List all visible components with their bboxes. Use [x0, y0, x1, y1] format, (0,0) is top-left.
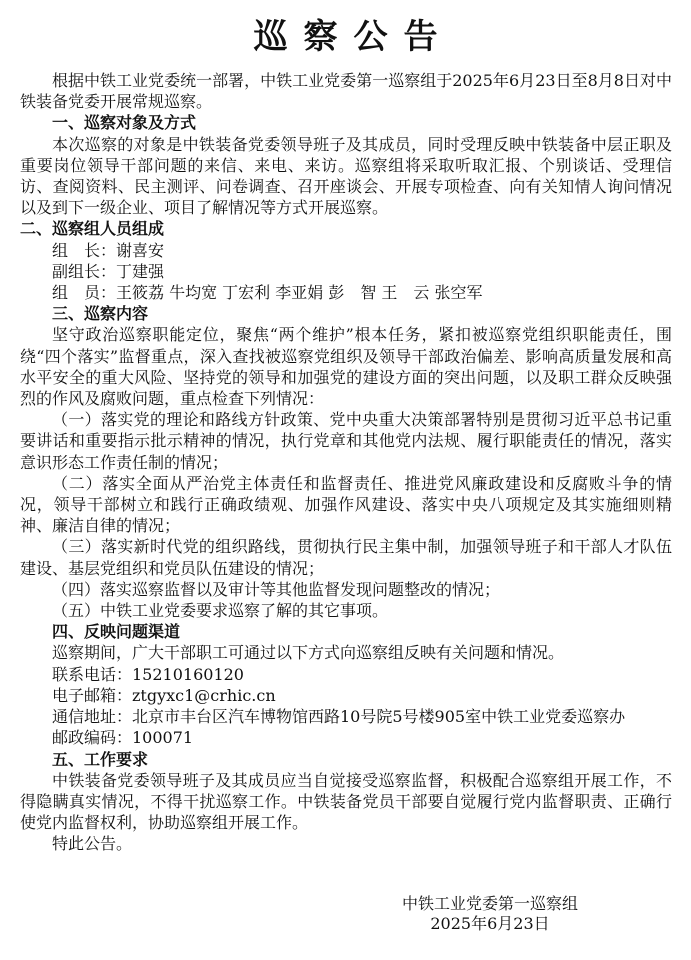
team-leader: 组 长：谢喜安 [52, 240, 165, 260]
signature-org: 中铁工业党委第一巡察组 [401, 894, 578, 913]
section5-heading: 五、工作要求 [52, 749, 149, 769]
signature-date: 2025年6月23日 [430, 914, 550, 933]
notice-body [20, 70, 672, 855]
section1-heading: 一、巡察对象及方式 [52, 113, 197, 133]
section3-item: （一）落实党的理论和路线方针政策、党中央重大决策部署特别是贯彻习近平总书记重要讲话和重要指示批示精神的情况，执行党章和其他党内法规、履行职能责任的情况，落实意识形态工作责任制的情况； [20, 410, 672, 472]
team-deputy: 副组长：丁建强 [52, 261, 165, 281]
section3-paragraph: 坚守政治巡察职能定位，聚焦“两个维护”根本任务，紧扣被巡察党组织职能责任，围绕“四个落实”监督重点，深入查找被巡察党组织及领导干部政治偏差、影响高质量发展和高水平安全的重大风险、坚持党的领导和加强党的建设方面的突出问题，以及职工群众反映强烈的作风及腐败问题，重点检查下列情况： [20, 325, 672, 409]
contact-email: 电子邮箱：ztgyxc1@crhic.cn [52, 685, 276, 705]
section3-item: （二）落实全面从严治党主体责任和监督责任、推进党风廉政建设和反腐败斗争的情况，领导干部树立和践行正确政绩观、加强作风建设、落实中央八项规定及其实施细则精神、廉洁自律的情况； [20, 473, 672, 536]
team-members: 组 员：王筱荔 牛均宽 丁宏利 李亚娟 彭 智 王 云 张空军 [52, 283, 483, 303]
section4-paragraph: 巡察期间，广大干部职工可通过以下方式向巡察组反映有关问题和情况。 [52, 643, 565, 663]
contact-postcode: 邮政编码：100071 [52, 728, 194, 748]
section3-heading: 三、巡察内容 [52, 304, 149, 324]
section5-paragraph: 中铁装备党委领导班子及其成员应当自觉接受巡察监督，积极配合巡察组开展工作，不得隐瞒真实情况，不得干扰巡察工作。中铁装备党员干部要自觉履行党内监督职责、正确行使党内监督权利，协助巡察组开展工作。 [20, 770, 672, 833]
contact-phone: 联系电话：15210160120 [52, 664, 244, 684]
closing-line: 特此公告。 [52, 834, 133, 854]
section1-paragraph: 本次巡察的对象是中铁装备党委领导班子及其成员，同时受理反映中铁装备中层正职及重要岗位领导干部问题的来信、来电、来访。巡察组将采取听取汇报、个别谈话、受理信访、查阅资料、民主测评、问卷调查、召开座谈会、开展专项检查、向有关知情人询问情况以及到下一级企业、项目了解情况等方式开展巡察。 [20, 134, 672, 218]
section4-heading: 四、反映问题渠道 [52, 622, 181, 642]
section3-item: （五）中铁工业党委要求巡察了解的其它事项。 [52, 601, 389, 621]
section3-item: （三）落实新时代党的组织路线，贯彻执行民主集中制，加强领导班子和干部人才队伍建设、基层党组织和党员队伍建设的情况； [20, 537, 672, 578]
contact-address: 通信地址：北京市丰台区汽车博物馆西路10号院5号楼905室中铁工业党委巡察办 [52, 707, 626, 727]
page-title: 巡察公告 [253, 17, 454, 57]
section2-heading: 二、巡察组人员组成 [20, 219, 165, 239]
intro-paragraph: 根据中铁工业党委统一部署，中铁工业党委第一巡察组于2025年6月23日至8月8日对中铁装备党委开展常规巡察。 [20, 71, 672, 112]
section3-item: （四）落实巡察监督以及审计等其他监督发现问题整改的情况； [52, 579, 501, 599]
